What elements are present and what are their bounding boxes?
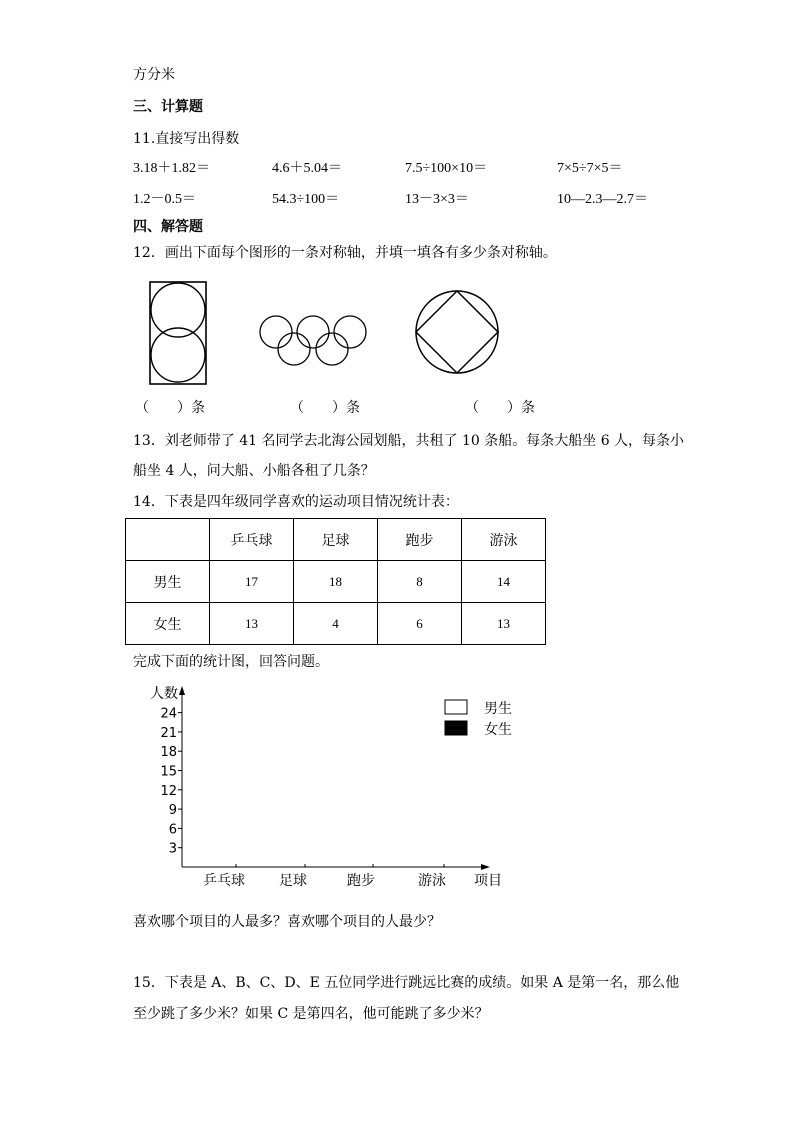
table-cell: 14: [462, 561, 546, 603]
y-tick-label: 6: [168, 822, 177, 838]
legend-swatch: [445, 721, 467, 735]
q12-answer-blank[interactable]: （ ）条: [465, 400, 535, 416]
chart-categories: [203, 864, 446, 889]
calc-item: 10—2.3—2.7＝: [557, 192, 648, 207]
calc-item: 13－3×3＝: [405, 192, 469, 207]
calc-item: 54.3÷100＝: [272, 192, 340, 207]
top-fragment: 方分米: [133, 67, 175, 83]
q14-instruction: 完成下面的统计图，回答问题。: [133, 654, 329, 670]
legend-label: 男生: [484, 701, 512, 717]
y-tick-label: 21: [160, 725, 177, 741]
chart-axes: [150, 685, 502, 889]
q13-line2: 船坐 4 人，问大船、小船各租了几条？: [133, 463, 375, 479]
x-tick-label: 游泳: [418, 873, 446, 889]
y-tick-label: 9: [168, 803, 177, 819]
y-tick-label: 12: [160, 783, 177, 799]
y-tick-label: 18: [160, 745, 177, 761]
q13-line1: 13．刘老师带了 41 名同学去北海公园划船，共租了 10 条船。每条大船坐 6 人，每条小: [133, 433, 685, 449]
calc-item: 7.5÷100×10＝: [405, 161, 488, 176]
legend-label: 女生: [484, 722, 512, 738]
table-header-cell: 游泳: [462, 519, 546, 561]
table-row-label: 男生: [126, 561, 210, 603]
x-tick-label: 乒乓球: [203, 873, 245, 889]
section4-title: 四、解答题: [133, 219, 203, 235]
x-tick-label: 跑步: [347, 873, 375, 889]
y-tick-label: 24: [160, 706, 177, 722]
q12-prompt: 12．画出下面每个图形的一条对称轴，并填一填各有多少条对称轴。: [133, 245, 557, 261]
y-axis-arrow: [179, 686, 185, 695]
q12-answer-blank[interactable]: （ ）条: [290, 400, 360, 416]
calc-item: 4.6＋5.04＝: [272, 161, 342, 176]
table-cell: 6: [378, 603, 462, 645]
table-header-cell: 足球: [294, 519, 378, 561]
table-cell: 17: [210, 561, 294, 603]
x-tick-label: 足球: [279, 873, 307, 889]
calc-item: 3.18＋1.82＝: [133, 161, 210, 176]
q11-prompt: 11.直接写出得数: [133, 131, 240, 147]
q14-question: 喜欢哪个项目的人最多？喜欢哪个项目的人最少？: [133, 914, 441, 930]
table-row-label: 女生: [126, 603, 210, 645]
q14-prompt: 14．下表是四年级同学喜欢的运动项目情况统计表：: [133, 494, 459, 510]
table-cell: 18: [294, 561, 378, 603]
q12-answer-blank[interactable]: （ ）条: [135, 400, 205, 416]
table-cell: 13: [210, 603, 294, 645]
y-tick-label: 3: [168, 841, 177, 857]
q15-line2: 至少跳了多少米？如果 C 是第四名，他可能跳了多少米？: [133, 1006, 489, 1022]
calc-item: 7×5÷7×5＝: [557, 161, 623, 176]
y-tick-label: 15: [160, 764, 177, 780]
legend-swatch: [445, 700, 467, 714]
table-cell: 13: [462, 603, 546, 645]
calc-item: 1.2－0.5＝: [133, 192, 196, 207]
chart-ticks: [160, 707, 182, 857]
table-header-cell: 乒乓球: [210, 519, 294, 561]
x-axis-label: 项目: [474, 873, 502, 889]
section3-title: 三、计算题: [133, 99, 203, 115]
table-header-cell: 跑步: [378, 519, 462, 561]
y-axis-label: 人数: [150, 686, 178, 702]
x-axis-arrow: [481, 864, 490, 870]
q15-line1: 15．下表是 A、B、C、D、E 五位同学进行跳远比赛的成绩。如果 A 是第一名，那么他: [133, 975, 680, 991]
table-cell: 4: [294, 603, 378, 645]
chart-legend: [445, 700, 512, 738]
table-cell: 8: [378, 561, 462, 603]
